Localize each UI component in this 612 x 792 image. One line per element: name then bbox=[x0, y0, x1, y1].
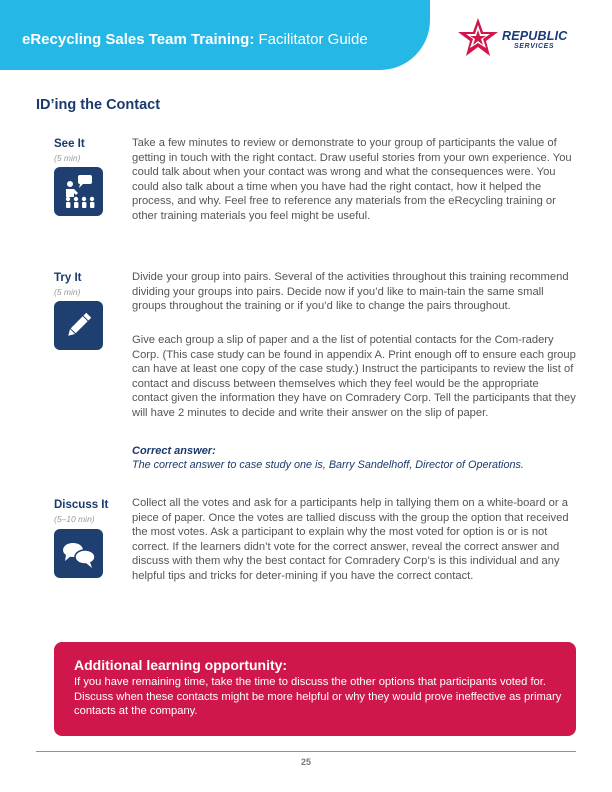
step-try-it-duration: (5 min) bbox=[54, 287, 81, 297]
section-title: ID’ing the Contact bbox=[36, 97, 161, 113]
header-band bbox=[0, 0, 430, 70]
step-discuss-it-duration: (5–10 min) bbox=[54, 514, 95, 524]
step-discuss-it-text: Collect all the votes and ask for a participants help in tallying them on a white-board or a piece of paper. Once the votes are tallied discuss with the group the option that received the most votes. Ask a participant to explain why the most voted for option is or is not correct. If the learners didn’t vote for the correct answer, reveal the correct answer and discuss with them why the best contact for Comradery Corp’s is this individual and any helpful tips and tricks for deter-mining if you have the correct contact. bbox=[132, 497, 569, 582]
republic-services-logo bbox=[456, 16, 586, 62]
callout-text: If you have remaining time, take the time to discuss the other options that participants voted for. Discuss when these contacts might be more helpful or why they would prove ineffective as primary contacts at the company. bbox=[74, 676, 562, 717]
footer-divider bbox=[36, 751, 576, 752]
step-try-it-label: Try It bbox=[54, 272, 82, 284]
step-discuss-it-icon-tile bbox=[54, 529, 103, 578]
group-presentation-icon bbox=[54, 167, 103, 216]
step-see-it-label: See It bbox=[54, 138, 85, 150]
step-discuss-it-label: Discuss It bbox=[54, 499, 109, 511]
correct-answer-label: Correct answer: bbox=[132, 445, 216, 457]
document-title: eRecycling Sales Team Training: Facilitator Guide bbox=[22, 31, 368, 48]
step-try-it-text-1: Divide your group into pairs. Several of the activities throughout this training recommend dividing your groups into pairs. Decide now if you’d like to main-tain the same small groups throughout the training or if you’d like to change the pairs throughout. bbox=[132, 271, 569, 312]
step-try-it-text-2: Give each group a slip of paper and a the list of potential contacts for the Com-radery Corp. (This case study can be found in appendix A. Print enough off to ensure each group can have at least one copy of the case study.) Instruct the participants to review the list of contact and discuss between themselves which they feel would be the appropriate contact given the information they have on Comradery Corp. Tell the participants that they will have 2 minutes to decide and write their answer on the slip of paper. bbox=[132, 334, 576, 419]
additional-learning-callout bbox=[54, 642, 576, 736]
step-try-it-icon-tile bbox=[54, 301, 103, 350]
logo-word-republic: REPUBLIC bbox=[502, 29, 568, 43]
step-see-it-icon-tile bbox=[54, 167, 103, 216]
step-see-it-text: Take a few minutes to review or demonstrate to your group of participants the value of getting in touch with the right contact. Draw useful stories from your own experience. You could talk about when your contact was wrong and what the consequences were. You could also talk about a time when you have had the right contact, how it helped the process, and why. Feel free to reference any materials from the eRecycling training or other training materials you feel might be useful. bbox=[132, 137, 572, 222]
correct-answer-text: The correct answer to case study one is, Barry Sandelhoff, Director of Operations. bbox=[132, 459, 524, 471]
callout-title: Additional learning opportunity: bbox=[74, 657, 288, 673]
pencil-icon bbox=[54, 301, 103, 350]
page-number: 25 bbox=[300, 757, 311, 767]
republic-star-icon bbox=[456, 16, 500, 60]
chat-bubbles-icon bbox=[54, 529, 103, 578]
step-see-it-duration: (5 min) bbox=[54, 153, 81, 163]
logo-word-services: SERVICES bbox=[514, 43, 555, 50]
